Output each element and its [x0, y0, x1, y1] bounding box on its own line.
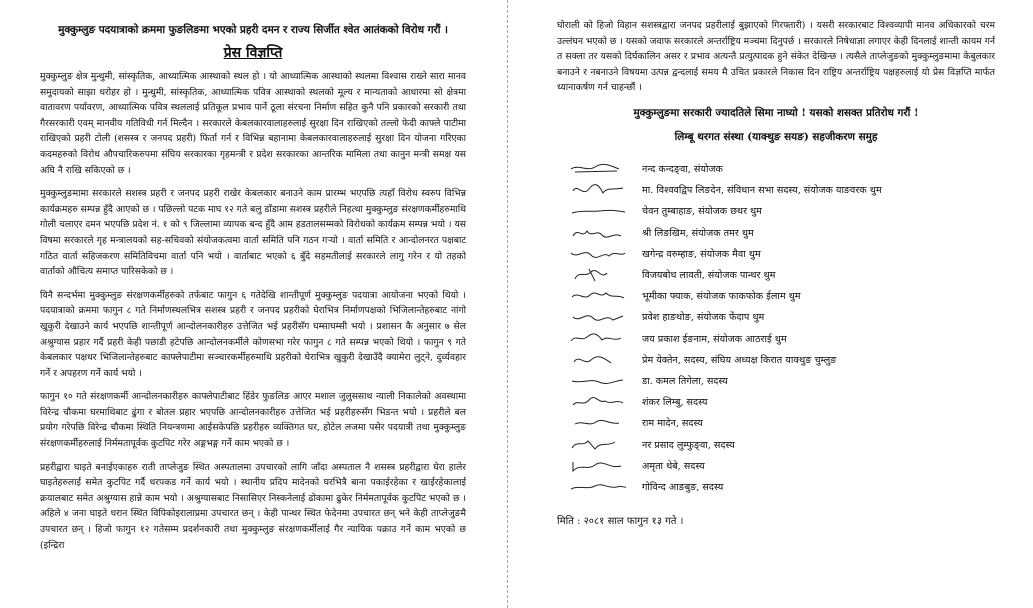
signatory-name: अमृता थेबे, सदस्य	[642, 460, 705, 472]
signature-icon	[569, 287, 629, 304]
signatory-row	[557, 327, 995, 348]
signature-icon	[569, 224, 629, 241]
signatory-name: नर प्रसाद लुम्फुङ्वा, सदस्य	[642, 439, 735, 451]
signatory-name: भूमीका फ्याक, संयोजक फाकफोक ईलाम थुम	[642, 291, 801, 303]
signatory-name: गोविन्द आङबुङ, सदस्य	[642, 481, 724, 493]
signatory-row	[557, 264, 995, 285]
signatory-name: प्रेम येक्तेन, सदस्य, संघिय अध्यक्ष किरात याक्थुङ चुम्लुङ	[642, 354, 837, 366]
signature-icon	[569, 245, 629, 262]
signatory-row	[557, 222, 995, 243]
signatory-row	[557, 285, 995, 306]
signature-icon	[569, 478, 629, 495]
signature-icon	[569, 372, 629, 389]
signature-icon	[569, 160, 629, 177]
signatory-name: मा. विश्ववद्विप लिङदेन, संविधान सभा सदस्य, संयोजक याङवरक थुम	[642, 185, 882, 197]
signature-icon	[569, 308, 629, 325]
signature-icon	[569, 435, 629, 452]
organization-name: लिम्बू थरगत संस्था (याक्थुङ सयङ) सहजीकरण समुह	[674, 130, 878, 143]
signatory-name: नन्द कन्दङ्वा, संयोजक	[642, 164, 723, 176]
signatory-name: श्री लिङखिम, संयोजक तमर थुम	[642, 227, 754, 239]
signatory-name: चेवन तुम्बाहाङ, संयोजक छथर थुम	[642, 206, 762, 218]
signatory-row	[557, 412, 995, 433]
press-release-heading: प्रेस विज्ञप्ति	[223, 45, 283, 61]
signatory-row	[557, 370, 995, 391]
paragraph-continued: घोराली को हिजो विहान सशस्त्रद्वारा जनपद प्रहरीलाई बुझाएको गिरफ्तारी) । यसरी सरकारबाट विश्वव्यापी मानव अधिकारको चरम उल्लंघन भएको छ । यसको जवाफ सरकारले अन्तर्राष्ट्रिय मञ्चमा दिनुपर्छ । सरकारले निषेधाज्ञा लगाएर केही दिनलाई शान्ती कायम गर्न त सक्ला तर यसको दिर्घकालिन असर र प्रभाव अत्यन्तै प्रत्युत्पादक हुने संकेत देखिन्छ । त्यसैले ताप्लेजुङको मुक्कुम्लुङमामा केबुलकार बनाउने र नबनाउने विषयमा उत्पन्न द्वन्दलाई समय मै उचित प्रकारले निकास दिन राष्ट्रिय अन्तर्राष्ट्रिय पक्षहरुलाई यो प्रेस विज्ञप्ति मार्फत ध्यानाकर्षण गर्न चाहन्छौं ।	[557, 20, 995, 94]
signatory-name: विजयबोध लावती, संयोजक पान्थर थुम	[642, 270, 776, 281]
signatory-row	[557, 200, 995, 221]
signature-icon	[569, 351, 629, 368]
signatory-row	[557, 306, 995, 327]
signatory-name: प्रवेश हाङथोङ, संयोजक फेंदाप थुम	[642, 312, 765, 324]
slogan: मुक्कुम्लुङमा सरकारी ज्यादतिले सिमा नाघ्यो ! यसको शसक्त प्रतिरोध गरौं !	[633, 106, 919, 119]
signatory-name: जय प्रकाश ईङनाम, संयोजक आठराई थुम	[642, 333, 787, 345]
signatory-name: शंकर लिम्बु, सदस्य	[642, 397, 708, 409]
signatory-row	[557, 391, 995, 412]
signatory-name: डा. कमल तिगेला, सदस्य	[642, 375, 728, 387]
signatory-row	[557, 179, 995, 200]
signatory-row	[557, 158, 995, 179]
signature-icon	[569, 457, 629, 474]
date-line: मिति : २०८१ साल फागुन १३ गते ।	[557, 515, 684, 527]
signature-icon	[569, 202, 629, 219]
signatory-list	[557, 158, 995, 497]
signature-icon	[569, 266, 629, 283]
paragraph-3: यिनै सन्दर्भमा मुक्कुम्लुङ संरक्षणकर्मीहरुको तर्फबाट फागुन ६ गतेदेखि शान्तीपूर्ण मुक्कुम्लुङ पदयात्रा आयोजना भएको थियो । पदयात्राको क्रममा फागुन ८ गते निर्माणस्थलभित्र सशस्त्र प्रहरी र जनपद प्रहरीको घेराभित्र निर्माणपक्षको भिजिलान्तेहरुबाट नांगो खुकुरी देखाउने कार्य भएपछि शान्तीपूर्ण आन्दोलनकारीहरु उत्तेजित भई प्रहरीसँग घम्साघम्सी भयो । प्रशासन कै अनुसार ७ सेल अश्रुग्यास प्रहार गर्दै प्रहरी केही पछाडी हटेपछि आन्दोलनकर्मीले कोणसभा गरेर फागुन ८ गते सम्पन्न भएको थियो । फागुन ९ गते केबलकार पक्षधर भिजिलान्तेहरुबाट काफ्लेपाटीमा सञ्चारकर्मीहरुमाथि प्रहरीको घेराभित्र खुकुरी देखाउँदै क्यामेरा लुट्ने, दुर्व्यवहार गर्ने र अपहरण गर्ने कार्य भयो ।	[40, 289, 466, 379]
signature-icon	[569, 329, 629, 346]
signatory-name: राम मादेन, सदस्य	[642, 418, 703, 430]
signatory-row	[557, 433, 995, 454]
signature-icon	[569, 414, 629, 431]
paragraph-2: मुक्कुम्लुङमामा सरकारले सशस्त्र प्रहरी र जनपद प्रहरी राखेर केबलकार बनाउने काम प्रारम्भ भएपछि त्यहाँ विरोध स्वरुप विभिन्न कार्यक्रमहरु सम्पन्न हुँदै आएको छ । पछिल्लो पटक माघ १२ गते बलु डाँडामा सशस्त्र प्रहरीले निहत्था मुक्कुम्लुङ संरक्षणकर्मीहरुमाथि गोली चलाएर दमन भएपछि प्रदेश नं. १ को ९ जिल्लामा व्यापक बन्द हुँदै आम हडतालसम्मको विरोधको कार्यक्रम सम्पन्न भयो । यस विषमा सरकारले गृह मन्त्रालयको सह-सचिवको संयोजकत्वमा वार्ता समिति पनि गठन गर्‍यो । वार्ता समिति र आन्दोलनरत पक्षबाट गठित वार्ता सहिजकरण समितिविचमा वार्ता पनि भयो । वार्ताबाट भएको ६ बुँदे सहमतीलाई सरकारले लागु गरेन र यो तहको वार्ताको औचित्य समाप्त पारिसकेको छ ।	[40, 188, 466, 278]
signatory-name: खगेन्द्र वरुम्हाङ, संयोजक मैवा थुम	[642, 248, 761, 260]
paragraph-1: मुक्कुम्लुङ क्षेत्र मुन्धुमी, सांस्कृतिक, आध्यात्मिक आस्थाको स्थल हो । यो आध्यात्मिक आस्थाको स्थलमा विश्वास राख्ने सारा मानव समुदायको साझा धरोहर हो । मुन्धुमी, सांस्कृतिक, आध्यात्मिक पवित्र आस्थाको स्थलको मूल्य र मान्यताको आधारमा सो क्षेत्रमा वातावरण पर्यावरण, आध्यात्मिक पवित्र स्थललाई प्रतिकूल प्रभाव पार्ने ठूला संरचना निर्माण सहित कुनै पनि प्रकारको सरकारी तथा गैरसरकारी एवम् मानवीय गतिविधी गर्न मिल्दैन । सरकारले केबलकारवालाहरुलाई सुरक्षा दिन राखिएको तल्लो फेदी काफ्ले पाटीमा राखिएको प्रहरी टोली (शसस्त्र र जनपद प्रहरी) फिर्ता गर्न र विभिन्न बहानामा केबलकारवालाहरुलाई सुरक्षा दिन योजना गरिएका कदमहरुको विरोध औपचारिकरुपमा संघिय सरकारका गृहमन्त्री र प्रदेश सरकारका आन्तरिक मामिला तथा कानुन मन्त्री समक्ष यस अघि नै राखि सकिएको छ ।	[40, 71, 466, 176]
paragraph-5: प्रहरीद्वारा घाइते बनाईएकाहरु राती ताप्लेजुङ स्थित अस्पतालमा उपचारको लागि जाँदा अस्पताल नै शसस्त्र प्रहरीद्वारा घेरा हालेर घाइतेहरुलाई समेत कुटपिट गर्दै धरपकड गर्ने कार्य भयो । स्थानीय प्रदिप मादेनको घरभित्रै बाना पकाईरहेका र खाईरहेकालाई क्रयालबाट समेत अश्रुग्यास हान्ने काम भयो । अश्रुग्यासबाट निसासिएर निस्कनेलाई ढोकामा ढुकेर निर्ममतापूर्वक कुटपिट भएको छ । अहिले ४ जना घाइते धरान स्थित विपिकोइरालाप्रमा उपचारत छन् । केही पान्थर स्थित फेदेनमा उपचारत छन् भने केही ताप्लेजुङमै उपचारत छन् । हिजो फागुन १२ गतेसम्म प्रदर्शनकारी तथा मुक्कुम्लुङ संरक्षणकर्मीलाई गैर न्यायिक पक्राउ गर्ने काम भएको छ (इन्द्रिरा	[40, 461, 466, 551]
left-page	[0, 0, 504, 608]
signature-icon	[569, 181, 629, 198]
signatory-row	[557, 349, 995, 370]
signatory-row	[557, 455, 995, 476]
page-divider	[507, 0, 509, 608]
document-title: मुक्कुम्लुङ पदयात्राको क्रममा फुङलिङमा भएको प्रहरी दमन र राज्य सिर्जीत श्वेत आतंकको विरोध गरौं ।	[58, 24, 448, 36]
paragraph-4: फागुन १० गते संरक्षणकर्मी आन्दोलनकारीहरु काफ्लेपाटीबाट हिंडेर फुङलिङ आएर मशाल जुलुससाथ न्याली निकालेको अवस्थामा विरेन्द्र चौकमा घरमाथिबाट ढुंगा र बोतल प्रहार भएपछि आन्दोलनकारीहरु उत्तेजित भई प्रहरीहरुसँग भिडन्त भयो । प्रहरीले बल प्रयोग गरेपछि विरेन्द्र चौकमा स्थिति नियन्त्रणमा आईसकेपछि प्रहरीहरु व्यक्तिगत घर, होटेल लजमा पसेर पदयात्री तथा मुक्कुम्लुङ संरक्षणकर्मीहरुलाई निर्ममतापूर्वक कुटपिट गरेर अङ्गभङ्ग गर्ने काम भएको छ ।	[40, 391, 466, 450]
signatory-row	[557, 476, 995, 497]
signature-icon	[569, 393, 629, 410]
signatory-row	[557, 243, 995, 264]
right-page	[512, 0, 1033, 608]
